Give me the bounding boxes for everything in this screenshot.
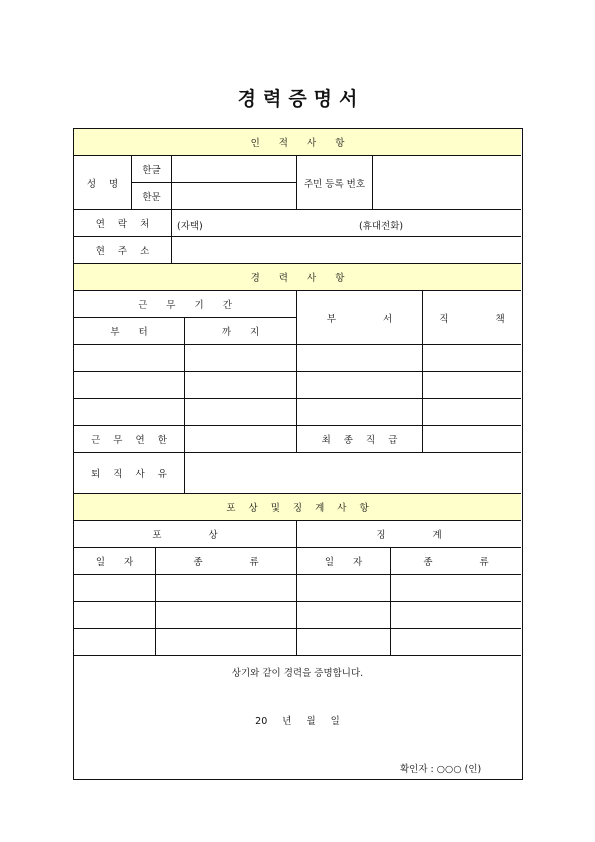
- reward-date-cell[interactable]: [74, 575, 156, 602]
- discipline-type-cell[interactable]: [391, 602, 521, 629]
- rrn-field[interactable]: [373, 156, 521, 210]
- career-section-header: 경 력 사 항: [74, 264, 521, 291]
- hangul-name-field[interactable]: [172, 156, 297, 183]
- reward-type-cell[interactable]: [156, 602, 297, 629]
- discipline-type-cell[interactable]: [391, 575, 521, 602]
- resignation-reason-field[interactable]: [185, 453, 521, 494]
- reward-type-cell[interactable]: [156, 629, 297, 656]
- work-period-label: 근 무 기 간: [74, 291, 297, 318]
- document-title: 경력증명서: [237, 88, 365, 110]
- discipline-label: 징 계: [297, 521, 521, 548]
- issue-date-line: 20 년 월 일: [255, 716, 340, 727]
- reward-date-cell[interactable]: [74, 602, 156, 629]
- final-rank-field[interactable]: [423, 426, 521, 453]
- career-dept-cell[interactable]: [297, 399, 423, 426]
- career-from-cell[interactable]: [74, 372, 185, 399]
- service-years-field[interactable]: [185, 426, 297, 453]
- discipline-date-cell[interactable]: [297, 602, 391, 629]
- contact-field[interactable]: [172, 210, 521, 237]
- name-label: 성 명: [74, 156, 132, 210]
- hangul-label: 한글: [132, 156, 172, 183]
- service-years-label: 근 무 연 한: [74, 426, 185, 453]
- certification-statement: 상기와 같이 경력을 증명합니다.: [231, 668, 364, 679]
- career-to-cell[interactable]: [185, 345, 297, 372]
- personal-section-header: 인 적 사 항: [74, 129, 521, 156]
- address-field[interactable]: [172, 237, 521, 264]
- mobile-phone-label: (휴대전화): [359, 221, 404, 232]
- resignation-reason-label: 퇴 직 사 유: [74, 453, 185, 494]
- career-dept-cell[interactable]: [297, 345, 423, 372]
- career-to-cell[interactable]: [185, 399, 297, 426]
- discipline-date-cell[interactable]: [297, 575, 391, 602]
- final-rank-label: 최 종 직 급: [297, 426, 423, 453]
- rrn-label: 주민 등록 번호: [297, 156, 373, 210]
- certificate-form: [73, 128, 527, 780]
- reward-label: 포 상: [74, 521, 297, 548]
- department-label: 부 서: [297, 291, 423, 345]
- career-position-cell[interactable]: [423, 372, 521, 399]
- discipline-date-cell[interactable]: [297, 629, 391, 656]
- from-label: 부 터: [74, 318, 185, 345]
- hanja-name-field[interactable]: [172, 183, 297, 210]
- confirmer-signature-line: 확인자 : ○○○ (인): [400, 764, 482, 775]
- discipline-type-label: 종 류: [391, 548, 521, 575]
- reward-type-cell[interactable]: [156, 575, 297, 602]
- contact-label: 연 락 처: [74, 210, 172, 237]
- career-from-cell[interactable]: [74, 345, 185, 372]
- to-label: 까 지: [185, 318, 297, 345]
- career-to-cell[interactable]: [185, 372, 297, 399]
- reward-date-label: 일 자: [74, 548, 156, 575]
- career-position-cell[interactable]: [423, 399, 521, 426]
- reward-date-cell[interactable]: [74, 629, 156, 656]
- career-dept-cell[interactable]: [297, 372, 423, 399]
- position-label: 직 책: [423, 291, 521, 345]
- career-from-cell[interactable]: [74, 399, 185, 426]
- career-position-cell[interactable]: [423, 345, 521, 372]
- rewards-section-header: 포 상 및 징 계 사 항: [74, 494, 521, 521]
- hanja-label: 한문: [132, 183, 172, 210]
- address-label: 현 주 소: [74, 237, 172, 264]
- home-phone-label: (자택): [177, 221, 203, 232]
- reward-type-label: 종 류: [156, 548, 297, 575]
- discipline-date-label: 일 자: [297, 548, 391, 575]
- discipline-type-cell[interactable]: [391, 629, 521, 656]
